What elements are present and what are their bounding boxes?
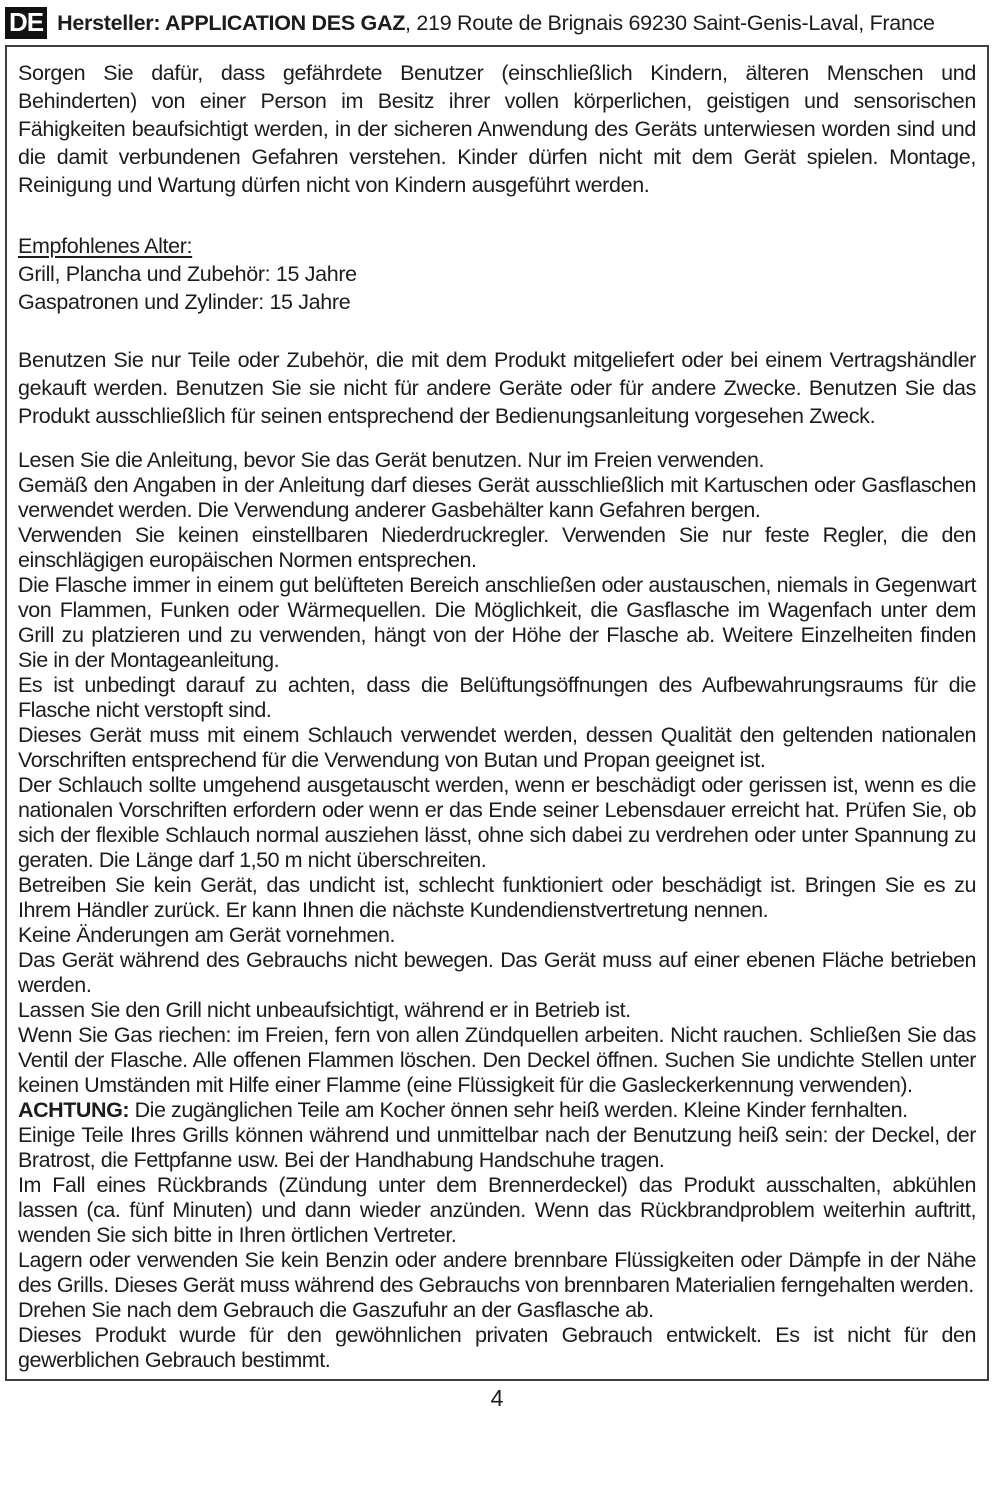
safety-paragraph-block <box>18 448 976 1373</box>
manufacturer-line <box>57 11 935 36</box>
safety-paragraph-read-instructions: Lesen Sie die Anleitung, bevor Sie das Gerät benutzen. Nur im Freien verwenden. <box>18 448 765 472</box>
safety-paragraph-no-modifications: Keine Änderungen am Gerät vornehmen. <box>18 923 396 947</box>
manufacturer-address: , 219 Route de Brignais 69230 Saint-Genis-Laval, France <box>405 10 935 35</box>
safety-paragraph-leaking-device: Betreiben Sie kein Gerät, das undicht ist, schlecht funktioniert oder beschädigt ist. Bringen Sie es zu Ihrem Händler zurück. Er kann Ihnen die nächste Kundendienstvertretung nennen. <box>18 873 976 922</box>
warning-paragraph <box>18 1098 976 1123</box>
safety-paragraph-hose-replace: Der Schlauch sollte umgehend ausgetauscht werden, wenn er beschädigt oder gerissen ist, wenn es die nationalen Vorschriften erfordern oder wenn er das Ende seiner Lebensdauer erreicht hat. Prüfen Sie, ob sich der flexible Schlauch normal ausziehen lässt, ohne sich dabei zu verdrehen oder unter Spannung zu geraten. Die Länge darf 1,50 m nicht überschreiten. <box>18 773 976 872</box>
safety-paragraph-unattended: Lassen Sie den Grill nicht unbeaufsichtigt, während er in Betrieb ist. <box>18 998 631 1022</box>
additional-paragraph-hot-parts: Einige Teile Ihres Grills können während und unmittelbar nach der Benutzung heiß sein: der Deckel, der Bratrost, die Fettpfanne usw. Bei der Handhabung Handschuhe tragen. <box>18 1123 976 1172</box>
page-number: 4 <box>490 1385 504 1411</box>
safety-paragraph-do-not-move: Das Gerät während des Gebrauchs nicht bewegen. Das Gerät muss auf einer ebenen Fläche betrieben werden. <box>18 948 976 997</box>
warning-label: ACHTUNG: <box>18 1098 130 1122</box>
safety-paragraph-regulator: Verwenden Sie keinen einstellbaren Niederdruckregler. Verwenden Sie nur feste Regler, die den einschlägigen europäischen Normen entsprechen. <box>18 523 976 572</box>
recommended-age-title: Empfohlenes Alter: <box>18 234 193 258</box>
additional-paragraph-turn-off-gas: Drehen Sie nach dem Gebrauch die Gaszufuhr an der Gasflasche ab. <box>18 1298 654 1322</box>
safety-paragraph-gas-smell: Wenn Sie Gas riechen: im Freien, fern von allen Zündquellen arbeiten. Nicht rauchen. Schließen Sie das Ventil der Flasche. Alle offenen Flammen löschen. Den Deckel öffnen. Suchen Sie undichte Stellen unter keinen Umständen mit Hilfe einer Flamme (eine Flüssigkeit für die Gasleckerkennung verwenden). <box>18 1023 976 1097</box>
additional-paragraph-private-use: Dieses Produkt wurde für den gewöhnlichen privaten Gebrauch entwickelt. Es ist nicht für den gewerblichen Gebrauch bestimmt. <box>18 1323 976 1372</box>
recommended-age-item-grill: Grill, Plancha und Zubehör: 15 Jahre <box>18 262 357 286</box>
language-badge: DE <box>5 7 47 39</box>
page-footer <box>0 1381 994 1412</box>
manufacturer-name: Hersteller: APPLICATION DES GAZ <box>57 10 406 35</box>
warning-text: Die zugänglichen Teile am Kocher önnen sehr heiß werden. Kleine Kinder fernhalten. <box>134 1098 908 1122</box>
safety-paragraph-hose-quality: Dieses Gerät muss mit einem Schlauch verwendet werden, dessen Qualität den geltenden nationalen Vorschriften entsprechend für die Verwendung von Butan und Propan geeignet ist. <box>18 723 976 772</box>
safety-paragraph-ventilation: Es ist unbedingt darauf zu achten, dass die Belüftungsöffnungen des Aufbewahrungsraums für die Flasche nicht verstopft sind. <box>18 673 976 722</box>
recommended-age-item-cartridges: Gaspatronen und Zylinder: 15 Jahre <box>18 290 351 314</box>
additional-paragraph-flammables: Lagern oder verwenden Sie kein Benzin oder andere brennbare Flüssigkeiten oder Dämpfe in der Nähe des Grills. Dieses Gerät muss während des Gebrauchs von brennbaren Materialien ferngehalten werden. <box>18 1248 976 1297</box>
page-header <box>0 0 994 45</box>
supervision-paragraph: Sorgen Sie dafür, dass gefährdete Benutzer (einschließlich Kindern, älteren Menschen und Behinderten) von einer Person im Besitz ihrer vollen körperlichen, geistigen und sensorischen Fähigkeiten beaufsichtigt werden, in der sicheren Anwendung des Geräts unterwiesen worden sind und die damit verbundenen Gefahren verstehen. Kinder dürfen nicht mit dem Gerät spielen. Montage, Reinigung und Wartung dürfen nicht von Kindern ausgeführt werden. <box>18 61 976 197</box>
safety-paragraph-cylinder: Die Flasche immer in einem gut belüfteten Bereich anschließen oder austauschen, niemals in Gegenwart von Flammen, Funken oder Wärmequellen. Die Möglichkeit, die Gasflasche im Wagenfach unter dem Grill zu platzieren und zu verwenden, hängt von der Höhe der Flasche ab. Weitere Einzelheiten finden Sie in der Montageanleitung. <box>18 573 976 672</box>
safety-notice-box <box>5 45 989 1381</box>
safety-paragraph-cartridges: Gemäß den Angaben in der Anleitung darf dieses Gerät ausschließlich mit Kartuschen oder Gasflaschen verwendet werden. Die Verwendung anderer Gasbehälter kann Gefahren bergen. <box>18 473 976 522</box>
parts-paragraph: Benutzen Sie nur Teile oder Zubehör, die mit dem Produkt mitgeliefert oder bei einem Vertragshändler gekauft werden. Benutzen Sie sie nicht für andere Geräte oder für andere Zwecke. Benutzen Sie das Produkt ausschließlich für seinen entsprechend der Bedienungsanleitung vorgesehen Zweck. <box>18 348 976 428</box>
additional-paragraph-flashback: Im Fall eines Rückbrands (Zündung unter dem Brennerdeckel) das Produkt ausschalten, abkühlen lassen (ca. fünf Minuten) und dann wieder anzünden. Wenn das Rückbrandproblem weiterhin auftritt, wenden Sie sich bitte in Ihren örtlichen Vertreter. <box>18 1173 976 1247</box>
